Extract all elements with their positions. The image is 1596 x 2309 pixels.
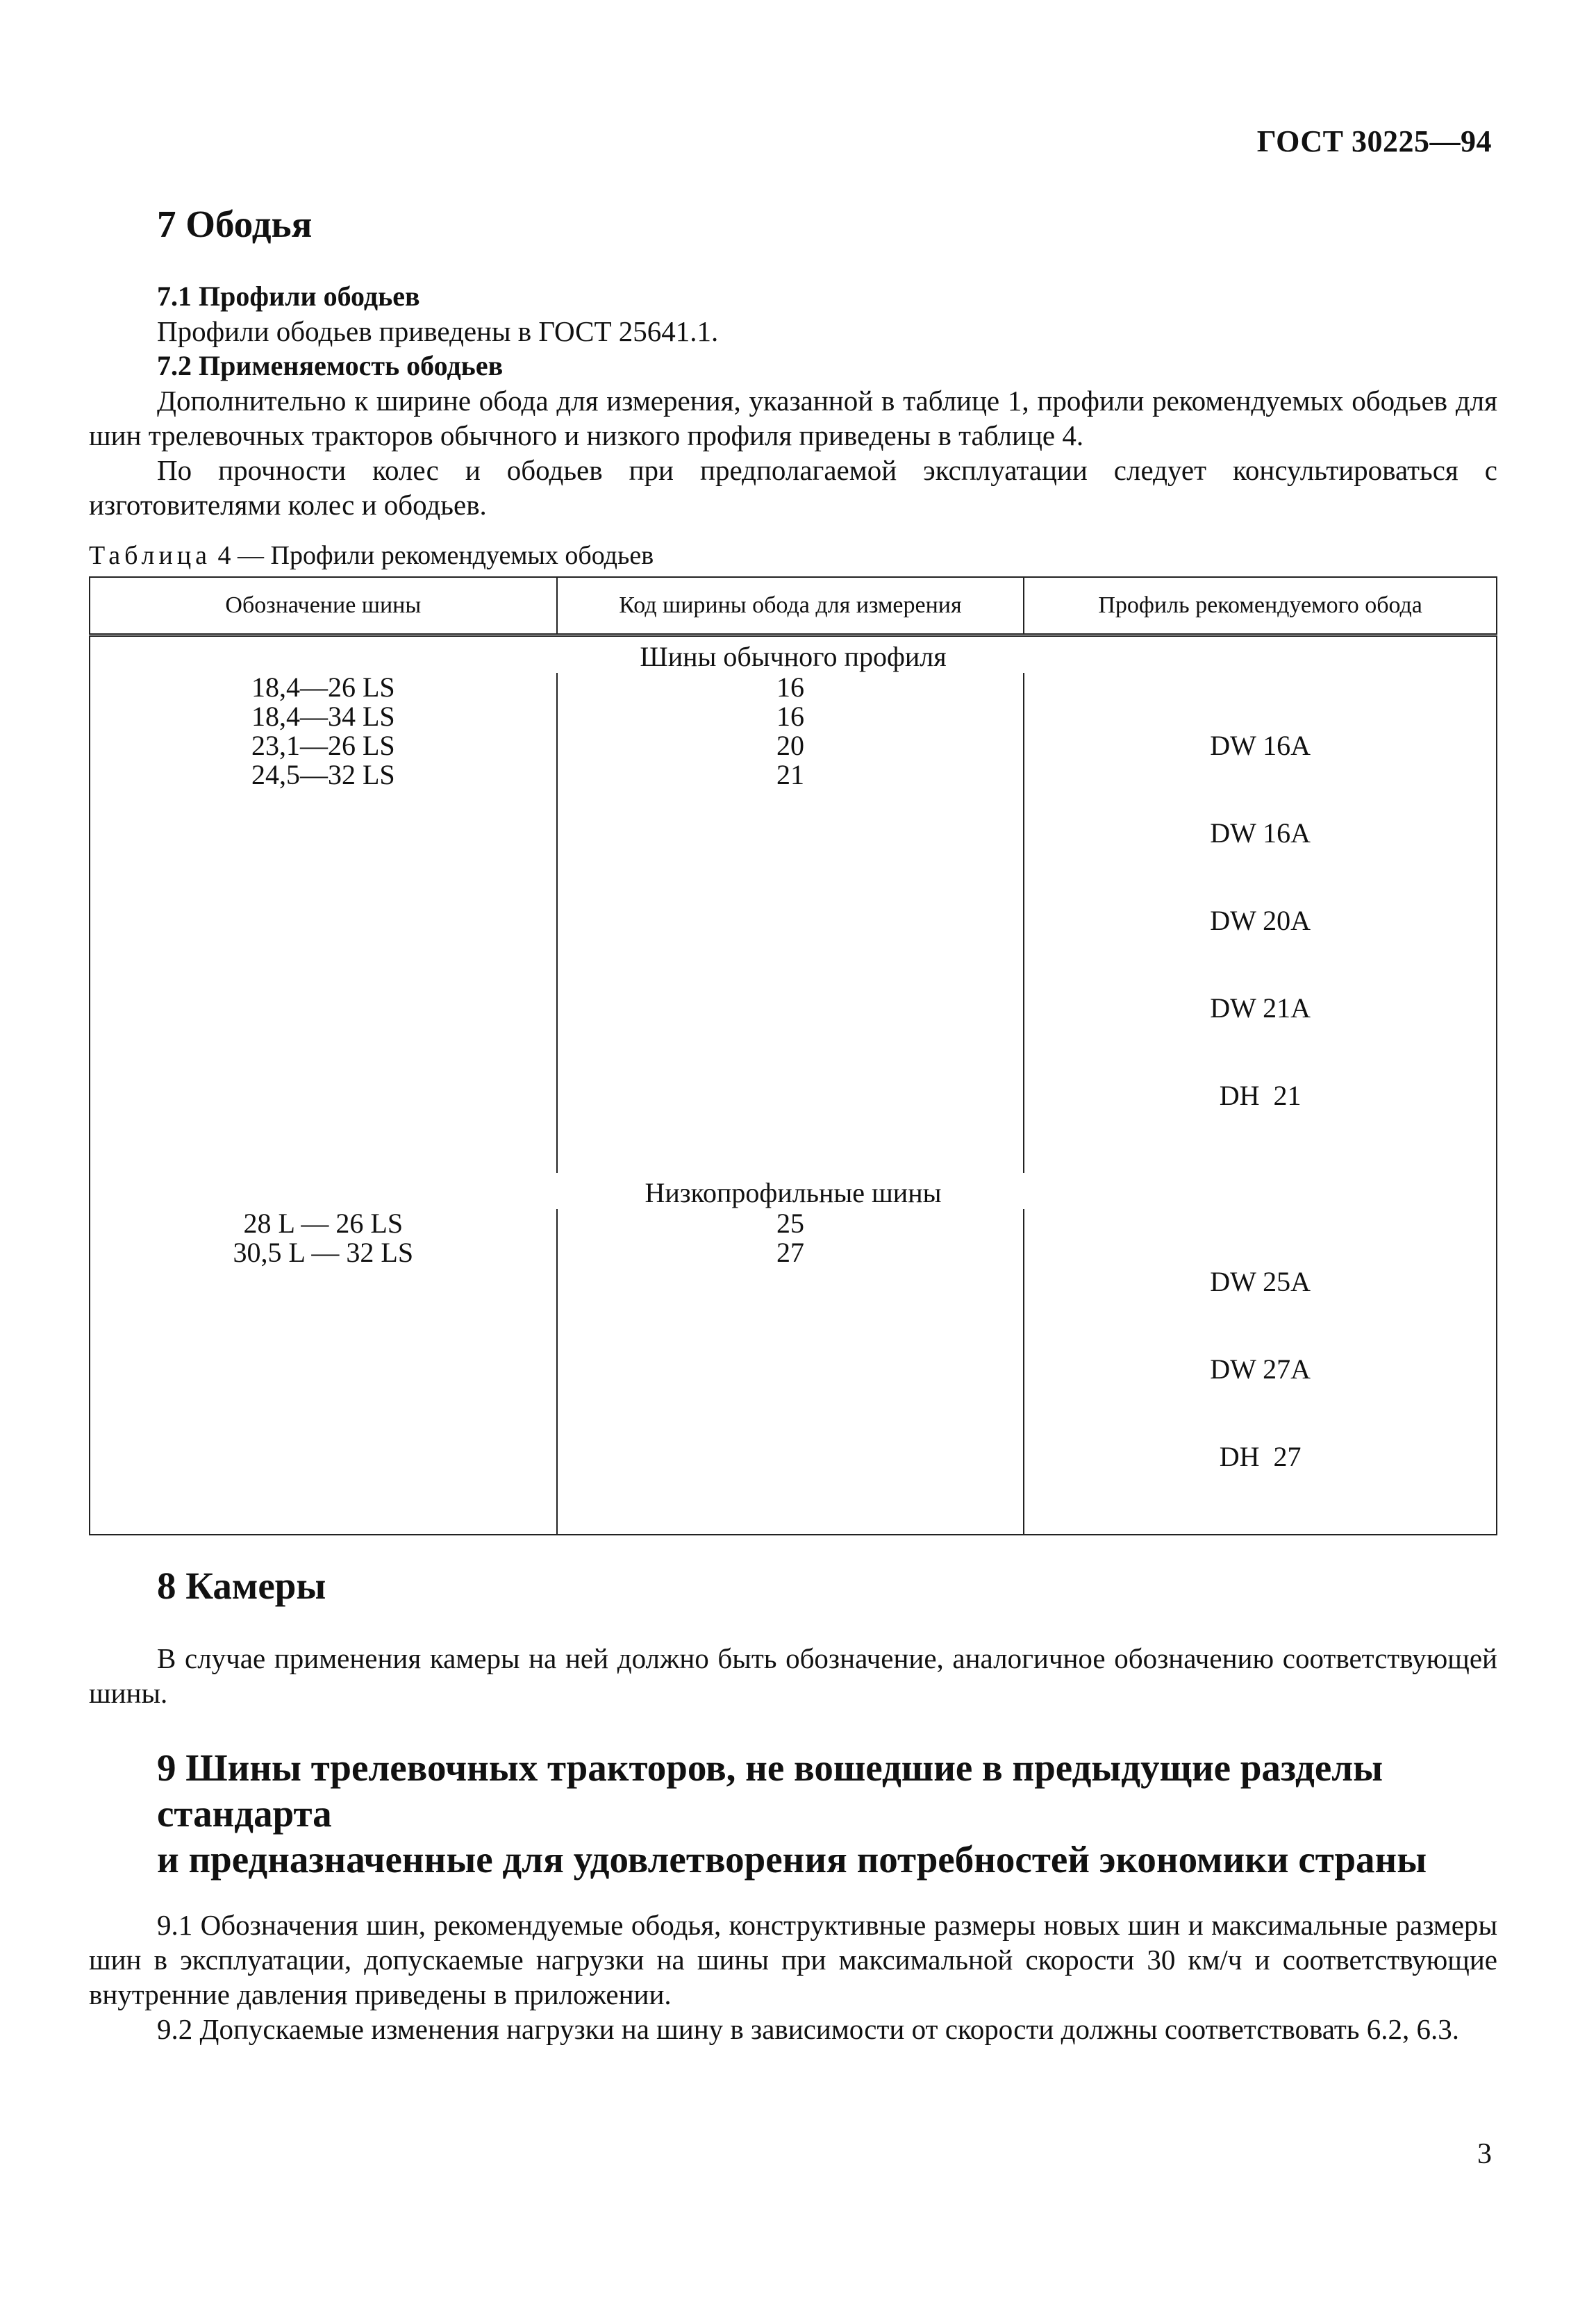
table-cell: 20 <box>776 730 804 761</box>
header-rim-width-code: Код ширины обода для измерения <box>557 577 1024 635</box>
group2-tires <box>90 1209 557 1535</box>
section-8-text: В случае применения камеры на ней должно быть обозначение, аналогичное обозначению соответствующей шины. <box>89 1642 1497 1709</box>
header-tire-designation: Обозначение шины <box>90 577 557 635</box>
table-caption-text: 4 — Профили рекомендуемых ободьев <box>211 541 654 570</box>
group2-codes <box>557 1209 1024 1535</box>
table-cell: 18,4—34 LS <box>251 701 395 732</box>
table-4-caption <box>89 539 1497 572</box>
document-code: ГОСТ 30225—94 <box>1256 124 1492 158</box>
page-content <box>89 201 1497 2047</box>
header-rim-profile: Профиль рекомендуемого обода <box>1024 577 1497 635</box>
subsection-7-1-title: 7.1 Профили ободьев <box>157 281 420 312</box>
paragraph-9-2: 9.2 Допускаемые изменения нагрузки на шину в зависимости от скорости должны соответствовать 6.2, 6.3. <box>157 2013 1460 2045</box>
paragraph-9-1: 9.1 Обозначения шин, рекомендуемые ободья, конструктивные размеры новых шин и максимальные размеры шин в эксплуатации, допускаемые нагрузки на шины при максимальной скорости 30 км/ч и соответствующие внутренние давления приведены в приложении. <box>89 1909 1497 2010</box>
table-4 <box>89 576 1497 1535</box>
subsection-7-2-title: 7.2 Применяемость ободьев <box>157 350 504 381</box>
group1-profiles <box>1024 673 1497 1173</box>
table-caption-label: Таблица <box>89 541 212 570</box>
table-cell: DW 16A <box>1210 817 1311 849</box>
group2-profiles <box>1024 1209 1497 1535</box>
subsection-7-2-text-1: Дополнительно к ширине обода для измерения, указанной в таблице 1, профили рекомендуемых ободьев для шин трелевочных тракторов обычного и низкого профиля приведены в таблице 4. <box>89 385 1497 451</box>
subsection-7-1-text: Профили ободьев приведены в ГОСТ 25641.1. <box>157 315 719 347</box>
section-9-title-line-1: 9 Шины трелевочных тракторов, не вошедшие в предыдущие разделы стандарта <box>157 1747 1383 1835</box>
table-cell: DH 27 <box>1219 1441 1302 1472</box>
subsection-7-2-text-2: По прочности колес и ободьев при предполагаемой эксплуатации следует консультироваться с изготовителями колес и ободьев. <box>89 454 1497 521</box>
section-7-title: 7 Ободья <box>157 203 313 245</box>
table-cell: 30,5 L — 32 LS <box>233 1237 414 1268</box>
group-title-standard: Шины обычного профиля <box>640 641 947 672</box>
table-cell: DW 21A <box>1210 992 1311 1024</box>
table-cell: 28 L — 26 LS <box>243 1208 404 1239</box>
table-cell: DW 27A <box>1210 1353 1311 1385</box>
table-cell: 16 <box>776 672 804 703</box>
table-cell: 24,5—32 LS <box>251 759 395 790</box>
table-cell: 16 <box>776 701 804 732</box>
group-title-low-profile: Низкопрофильные шины <box>645 1177 942 1208</box>
page-number: 3 <box>1477 2138 1492 2170</box>
section-9-title-line-2: и предназначенные для удовлетворения потребностей экономики страны <box>157 1838 1427 1881</box>
table-cell: DW 20A <box>1210 905 1311 936</box>
table-cell: 23,1—26 LS <box>251 730 395 761</box>
table-cell: DH 21 <box>1219 1080 1302 1111</box>
section-9-title <box>89 1745 1497 1883</box>
table-cell: 21 <box>776 759 804 790</box>
table-cell: 27 <box>776 1237 804 1268</box>
group1-codes <box>557 673 1024 1173</box>
table-cell: 18,4—26 LS <box>251 672 395 703</box>
table-cell: DW 16A <box>1210 730 1311 761</box>
table-cell: DW 25A <box>1210 1266 1311 1297</box>
group1-tires <box>90 673 557 1173</box>
table-cell: 25 <box>776 1208 804 1239</box>
section-8-title: 8 Камеры <box>157 1565 326 1607</box>
